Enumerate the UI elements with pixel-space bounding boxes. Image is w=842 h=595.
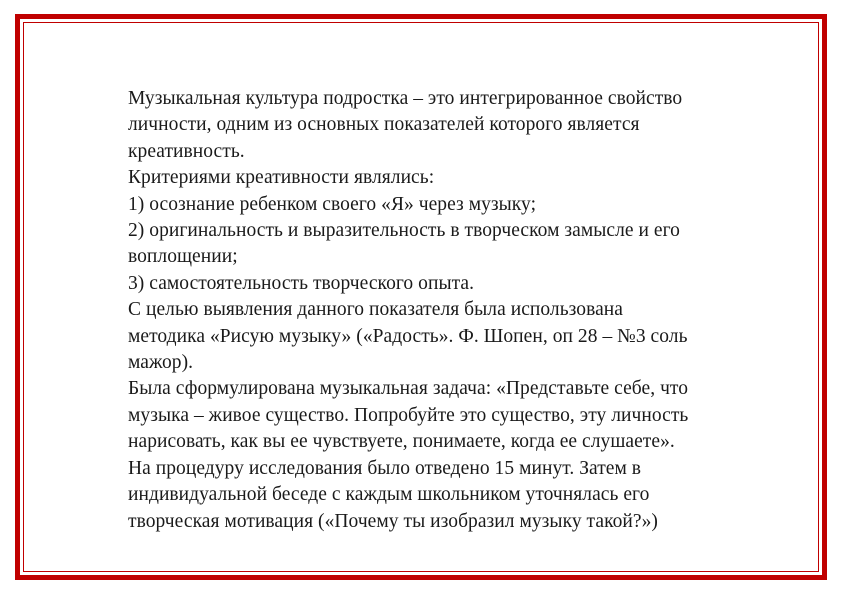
text-line: 1) осознание ребенком своего «Я» через музыку;: [128, 193, 537, 215]
text-line: творческая мотивация («Почему ты изобразил музыку такой?»): [128, 510, 658, 532]
text-line: 2) оригинальность и выразительность в творческом замысле и его: [128, 220, 680, 242]
text-line: музыка – живое существо. Попробуйте это существо, эту личность: [128, 404, 689, 426]
text-line: креативность.: [128, 140, 245, 162]
text-line: С целью выявления данного показателя была использована: [128, 299, 623, 321]
text-line: Музыкальная культура подростка – это интегрированное свойство: [128, 88, 683, 109]
text-line: нарисовать, как вы ее чувствуете, понимаете, когда ее слушаете».: [128, 431, 675, 453]
text-line: методика «Рисую музыку» («Радость». Ф. Шопен, оп 28 – №3 соль: [128, 325, 688, 347]
text-line: личности, одним из основных показателей которого является: [128, 114, 640, 136]
text-line: Критериями креативности являлись:: [128, 167, 435, 189]
text-line: мажор).: [128, 352, 194, 374]
text-line: индивидуальной беседе с каждым школьником уточнялась его: [128, 484, 650, 506]
body-text: [128, 86, 768, 535]
text-line: 3) самостоятельность творческого опыта.: [128, 272, 475, 294]
text-line: воплощении;: [128, 246, 238, 268]
text-line: Была сформулирована музыкальная задача: «Представьте себе, что: [128, 378, 689, 400]
text-line: На процедуру исследования было отведено 15 минут. Затем в: [128, 457, 642, 479]
